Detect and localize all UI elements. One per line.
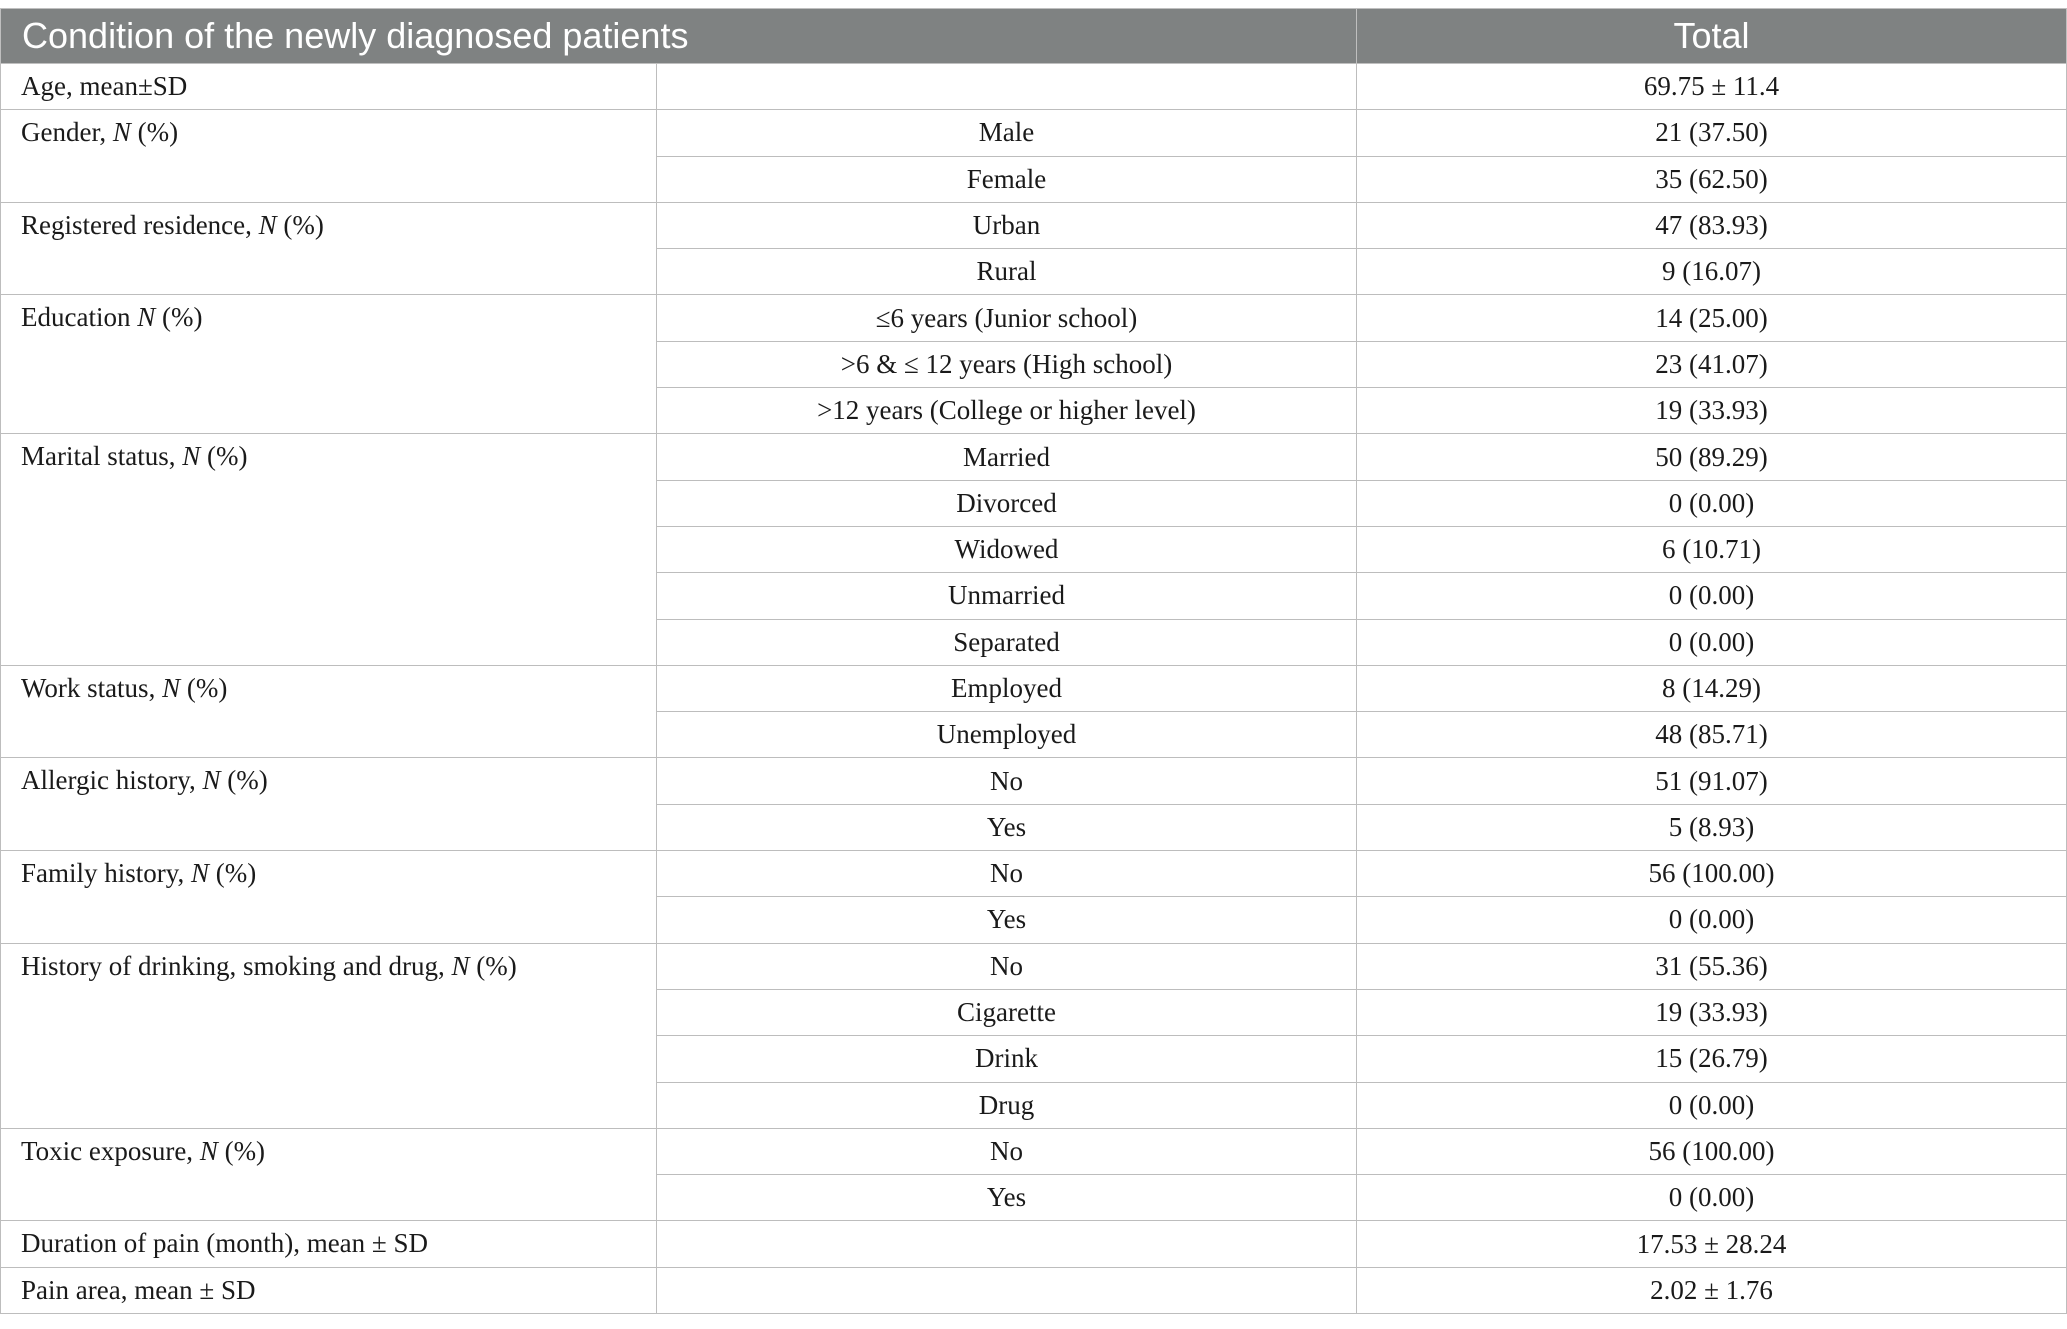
category-label — [1, 943, 657, 1128]
category-label-n: N — [162, 672, 181, 703]
category-label-suffix: (%) — [217, 1135, 266, 1166]
table-row — [1, 202, 2067, 248]
category-label — [1, 758, 657, 851]
category-label-n: N — [137, 302, 156, 333]
total-value-cell: 19 (33.93) — [1357, 388, 2067, 434]
category-label-suffix: (%) — [200, 441, 248, 472]
demographics-table — [0, 8, 2067, 1314]
category-label — [1, 110, 657, 203]
subcategory-cell: Unmarried — [657, 573, 1357, 619]
category-label — [1, 295, 657, 434]
total-value-cell: 14 (25.00) — [1357, 295, 2067, 341]
category-label — [1, 434, 657, 665]
subcategory-cell: Employed — [657, 665, 1357, 711]
table-row — [1, 434, 2067, 480]
table-row — [1, 851, 2067, 897]
subcategory-cell: Female — [657, 156, 1357, 202]
total-value-cell: 48 (85.71) — [1357, 712, 2067, 758]
subcategory-cell: No — [657, 851, 1357, 897]
subcategory-cell: Separated — [657, 619, 1357, 665]
category-label — [1, 64, 657, 110]
total-value-cell: 9 (16.07) — [1357, 249, 2067, 295]
category-label — [1, 1128, 657, 1221]
table-body — [1, 64, 2067, 1314]
subcategory-cell: Married — [657, 434, 1357, 480]
total-value-cell: 19 (33.93) — [1357, 989, 2067, 1035]
category-label-text: Family history, — [21, 858, 192, 889]
total-value-cell: 6 (10.71) — [1357, 526, 2067, 572]
table-row — [1, 110, 2067, 156]
subcategory-cell: Yes — [657, 804, 1357, 850]
category-label-text: Age, mean±SD — [21, 71, 188, 101]
category-label-text: Gender, — [21, 117, 113, 148]
category-label-n: N — [202, 765, 221, 796]
category-label — [1, 851, 657, 944]
total-value-cell: 31 (55.36) — [1357, 943, 2067, 989]
total-value-cell: 0 (0.00) — [1357, 1082, 2067, 1128]
total-value-cell: 50 (89.29) — [1357, 434, 2067, 480]
category-label-suffix: (%) — [469, 950, 517, 981]
category-label-suffix: (%) — [276, 209, 324, 240]
category-label-text: History of drinking, smoking and drug, — [21, 950, 452, 981]
table-row — [1, 665, 2067, 711]
total-value-cell: 21 (37.50) — [1357, 110, 2067, 156]
category-label-text: Work status, — [21, 672, 163, 703]
subcategory-cell: Male — [657, 110, 1357, 156]
total-value-cell: 0 (0.00) — [1357, 897, 2067, 943]
category-label-n: N — [199, 1135, 218, 1166]
subcategory-cell: ≤6 years (Junior school) — [657, 295, 1357, 341]
category-label-suffix: (%) — [130, 117, 179, 148]
table-header — [1, 9, 2067, 64]
total-value-cell: 56 (100.00) — [1357, 1128, 2067, 1174]
category-label-n: N — [112, 117, 131, 148]
total-value-cell: 51 (91.07) — [1357, 758, 2067, 804]
total-value-cell: 23 (41.07) — [1357, 341, 2067, 387]
subcategory-cell: >6 & ≤ 12 years (High school) — [657, 341, 1357, 387]
category-label-n: N — [451, 950, 470, 981]
subcategory-cell: Yes — [657, 1175, 1357, 1221]
table-row — [1, 64, 2067, 110]
subcategory-cell: Drug — [657, 1082, 1357, 1128]
subcategory-cell: Cigarette — [657, 989, 1357, 1035]
total-column-header: Total — [1357, 9, 2067, 64]
header-row — [1, 9, 2067, 64]
category-label-text: Marital status, — [21, 441, 183, 472]
category-label-n: N — [258, 209, 277, 240]
subcategory-cell: >12 years (College or higher level) — [657, 388, 1357, 434]
total-value-cell: 35 (62.50) — [1357, 156, 2067, 202]
table-row — [1, 1221, 2067, 1267]
subcategory-cell: Yes — [657, 897, 1357, 943]
demographics-table-container — [0, 8, 2066, 1314]
subcategory-cell: Widowed — [657, 526, 1357, 572]
category-label-suffix: (%) — [220, 765, 268, 796]
total-value-cell: 0 (0.00) — [1357, 619, 2067, 665]
total-value-cell: 0 (0.00) — [1357, 480, 2067, 526]
table-row — [1, 1128, 2067, 1174]
category-label-n: N — [182, 441, 201, 472]
subcategory-cell: Drink — [657, 1036, 1357, 1082]
condition-column-header: Condition of the newly diagnosed patients — [1, 9, 1357, 64]
category-label — [1, 1221, 657, 1267]
total-value-cell: 0 (0.00) — [1357, 1175, 2067, 1221]
subcategory-cell: Divorced — [657, 480, 1357, 526]
subcategory-cell — [657, 1267, 1357, 1313]
category-label — [1, 202, 657, 295]
subcategory-cell: Urban — [657, 202, 1357, 248]
category-label-text: Education — [21, 302, 138, 333]
subcategory-cell: No — [657, 943, 1357, 989]
category-label-text: Duration of pain (month), mean ± SD — [21, 1228, 428, 1259]
category-label-text: Registered residence, — [21, 209, 259, 240]
subcategory-cell — [657, 64, 1357, 110]
table-row — [1, 295, 2067, 341]
table-row — [1, 943, 2067, 989]
category-label-suffix: (%) — [180, 672, 228, 703]
total-value-cell: 15 (26.79) — [1357, 1036, 2067, 1082]
category-label — [1, 1267, 657, 1313]
category-label-n: N — [191, 858, 210, 889]
category-label-text: Pain area, mean ± SD — [21, 1274, 256, 1305]
total-value-cell: 8 (14.29) — [1357, 665, 2067, 711]
category-label-suffix: (%) — [209, 858, 257, 889]
total-value-cell: 47 (83.93) — [1357, 202, 2067, 248]
subcategory-cell: No — [657, 758, 1357, 804]
category-label-text: Allergic history, — [21, 765, 203, 796]
total-value-cell: 56 (100.00) — [1357, 851, 2067, 897]
category-label — [1, 665, 657, 758]
subcategory-cell: Rural — [657, 249, 1357, 295]
subcategory-cell — [657, 1221, 1357, 1267]
subcategory-cell: No — [657, 1128, 1357, 1174]
total-value-cell: 5 (8.93) — [1357, 804, 2067, 850]
total-value-cell: 2.02 ± 1.76 — [1357, 1267, 2067, 1313]
subcategory-cell: Unemployed — [657, 712, 1357, 758]
table-row — [1, 758, 2067, 804]
category-label-suffix: (%) — [155, 302, 203, 333]
table-row — [1, 1267, 2067, 1313]
total-value-cell: 17.53 ± 28.24 — [1357, 1221, 2067, 1267]
category-label-text: Toxic exposure, — [21, 1135, 200, 1166]
total-value-cell: 69.75 ± 11.4 — [1357, 64, 2067, 110]
total-value-cell: 0 (0.00) — [1357, 573, 2067, 619]
